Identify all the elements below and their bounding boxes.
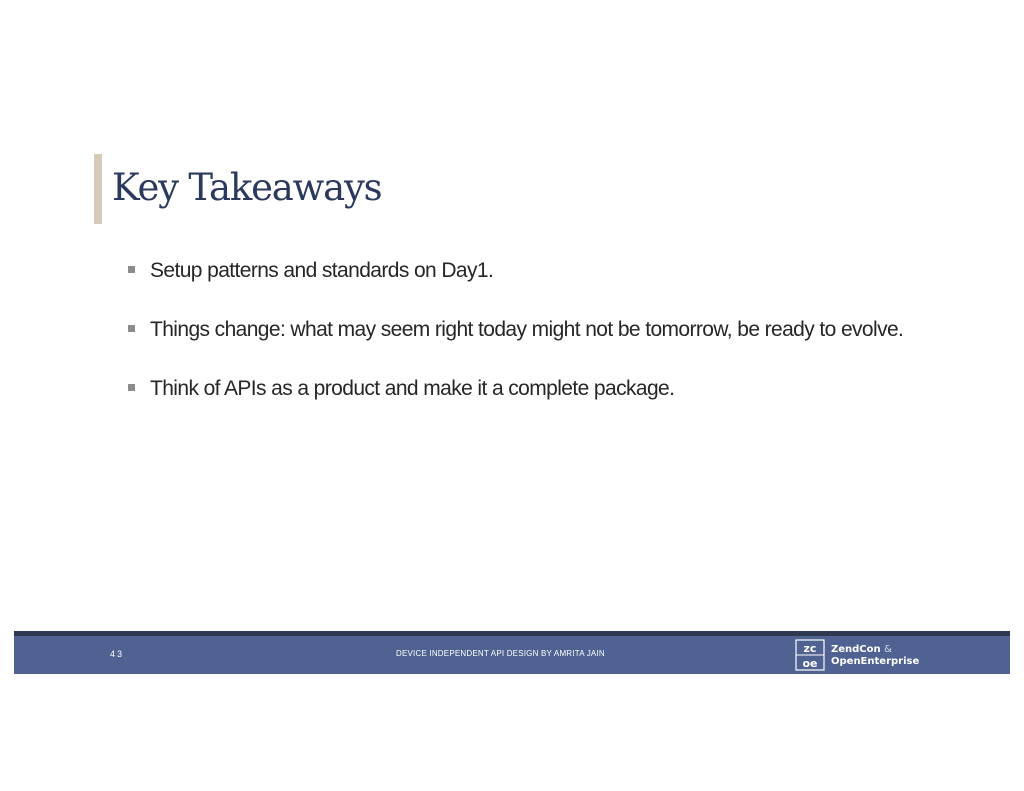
bullet-list [128, 246, 948, 423]
bullet-item [128, 246, 948, 295]
zendcon-logo [795, 639, 945, 671]
slide-title: Key Takeaways [112, 166, 382, 209]
square-bullet-icon [128, 266, 135, 273]
square-bullet-icon [128, 384, 135, 391]
zendcon-logo-text [831, 644, 919, 668]
footer-caption: DEVICE INDEPENDENT API DESIGN BY AMRITA JAIN [396, 649, 605, 658]
svg-text:oe: oe [802, 657, 818, 670]
page-number: 43 [110, 649, 125, 659]
bullet-item [128, 364, 948, 413]
bullet-item [128, 305, 948, 354]
square-bullet-icon [128, 325, 135, 332]
svg-text:zc: zc [803, 642, 817, 655]
bullet-text: Setup patterns and standards on Day1. [150, 259, 494, 282]
footer-bar [14, 636, 1010, 674]
logo-line-1: ZendCon [831, 644, 881, 655]
bullet-text: Things change: what may seem right today might not be tomorrow, be ready to evolve. [150, 318, 904, 341]
logo-ampersand: & [884, 644, 892, 655]
zendcon-logo-icon [795, 639, 825, 671]
title-accent-bar [94, 154, 102, 224]
bullet-text: Think of APIs as a product and make it a complete package. [150, 377, 675, 400]
logo-line-2: OpenEnterprise [831, 656, 920, 667]
